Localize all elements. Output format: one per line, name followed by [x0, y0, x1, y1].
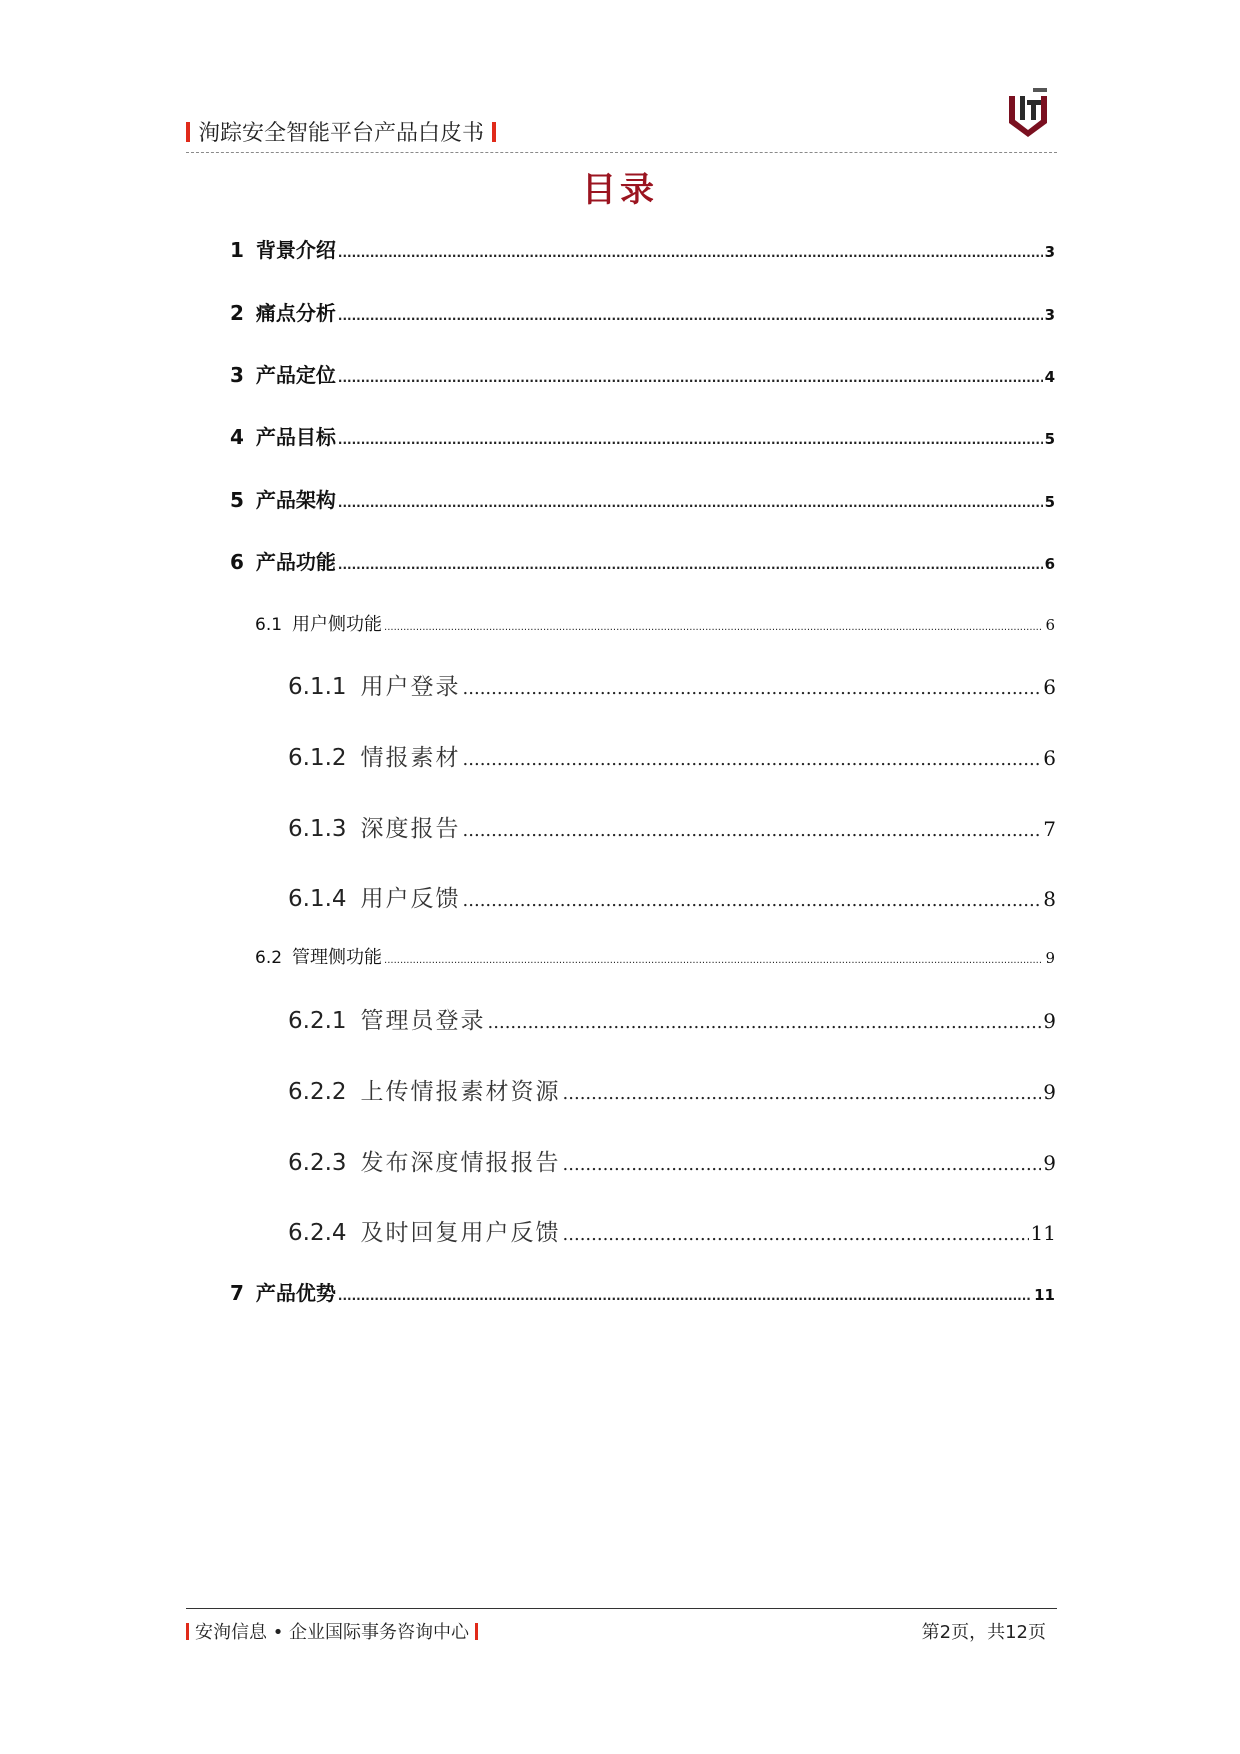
accent-bar-left — [186, 122, 190, 142]
toc-entry-label: 深度报告 — [360, 816, 461, 842]
toc-entry-page: 6 — [1043, 675, 1056, 699]
accent-bar-right — [492, 122, 496, 142]
toc-entry-number: 4 — [230, 425, 244, 449]
toc-entry-number: 3 — [230, 363, 244, 387]
toc-entry-number: 1 — [230, 238, 244, 262]
toc-dot-leader — [463, 820, 1042, 841]
toc-entry-label: 用户登录 — [360, 674, 461, 700]
toc-dot-leader — [338, 558, 1043, 572]
toc-entry[interactable] — [288, 810, 1056, 843]
toc-entry-page: 8 — [1043, 887, 1056, 911]
toc-entry-label: 情报素材 — [360, 745, 461, 771]
toc-entry-label: 产品优势 — [255, 1281, 336, 1305]
toc-entry-number: 6 — [230, 550, 244, 574]
toc-entry-page: 11 — [1030, 1221, 1056, 1245]
toc-entry-number: 6.1 — [255, 615, 283, 635]
toc-entry-page: 5 — [1044, 493, 1055, 511]
toc-entry-page: 6 — [1044, 555, 1055, 573]
toc-entry-number: 6.2 — [255, 948, 283, 968]
toc-entry-label: 用户侧功能 — [292, 614, 383, 635]
toc-dot-leader — [463, 749, 1042, 770]
toc-entry-label: 及时回复用户反馈 — [360, 1220, 561, 1246]
toc-entry-page: 9 — [1043, 1009, 1056, 1033]
toc-entry-number: 6.1.4 — [288, 886, 347, 912]
toc-entry[interactable] — [230, 297, 1055, 326]
toc-entry-number: 6.2.4 — [288, 1220, 347, 1246]
toc-entry[interactable] — [230, 546, 1055, 575]
toc-entry[interactable] — [255, 610, 1055, 636]
toc-entry[interactable] — [288, 880, 1056, 913]
brand-logo-icon — [1005, 86, 1051, 138]
toc-entry-number: 2 — [230, 301, 244, 325]
toc-entry[interactable] — [230, 484, 1055, 513]
toc-entry-label: 产品架构 — [255, 488, 336, 512]
toc-dot-leader — [384, 955, 1043, 966]
toc-entry-page: 11 — [1034, 1286, 1055, 1304]
toc-entry-page: 3 — [1044, 306, 1055, 324]
toc-dot-leader — [338, 309, 1043, 323]
toc-entry-page: 9 — [1045, 949, 1055, 967]
toc-entry-label: 痛点分析 — [255, 301, 336, 325]
toc-dot-leader — [338, 496, 1043, 510]
toc-entry[interactable] — [288, 1073, 1056, 1106]
toc-entry-label: 背景介绍 — [255, 238, 336, 262]
toc-entry[interactable] — [230, 359, 1055, 388]
toc-entry-label: 管理侧功能 — [292, 947, 383, 968]
document-title: 洵踪安全智能平台产品白皮书 — [198, 121, 485, 146]
toc-entry-page: 9 — [1043, 1151, 1056, 1175]
toc-entry-label: 管理员登录 — [360, 1008, 486, 1034]
accent-bar-left — [186, 1623, 189, 1640]
toc-entry[interactable] — [230, 421, 1055, 450]
toc-entry-page: 3 — [1044, 243, 1055, 261]
toc-entry[interactable] — [288, 1002, 1056, 1035]
toc-entry-number: 7 — [230, 1281, 244, 1305]
toc-entry[interactable] — [288, 1144, 1056, 1177]
toc-entry[interactable] — [230, 1277, 1055, 1306]
toc-entry-page: 4 — [1044, 368, 1055, 386]
toc-dot-leader — [384, 622, 1043, 633]
toc-dot-leader — [563, 1154, 1042, 1175]
toc-entry[interactable] — [288, 1214, 1056, 1247]
toc-entry-number: 6.1.3 — [288, 816, 347, 842]
page-number: 第2页，共12页 — [921, 1622, 1046, 1643]
toc-entry-page: 6 — [1043, 746, 1056, 770]
toc-entry-label: 产品定位 — [255, 363, 336, 387]
toc-dot-leader — [338, 246, 1043, 260]
toc-entry-page: 9 — [1043, 1080, 1056, 1104]
toc-entry-label: 用户反馈 — [360, 886, 461, 912]
toc-entry-label: 产品目标 — [255, 425, 336, 449]
toc-dot-leader — [463, 890, 1042, 911]
toc-entry-page: 7 — [1043, 817, 1056, 841]
toc-entry-label: 发布深度情报报告 — [360, 1150, 561, 1176]
toc-dot-leader — [338, 1289, 1032, 1303]
footer-organization — [186, 1618, 478, 1644]
toc-entry-number: 6.1.2 — [288, 745, 347, 771]
toc-dot-leader — [338, 371, 1043, 385]
toc-entry-number: 5 — [230, 488, 244, 512]
toc-dot-leader — [563, 1224, 1029, 1245]
toc-entry[interactable] — [288, 668, 1056, 701]
toc-entry-number: 6.1.1 — [288, 674, 347, 700]
toc-entry-label: 上传情报素材资源 — [360, 1079, 561, 1105]
accent-bar-right — [475, 1623, 478, 1640]
toc-title: 目录 — [582, 170, 658, 210]
toc-entry[interactable] — [288, 739, 1056, 772]
toc-entry-number: 6.2.2 — [288, 1079, 347, 1105]
toc-dot-leader — [338, 433, 1043, 447]
document-header — [186, 116, 496, 147]
toc-dot-leader — [463, 678, 1042, 699]
toc-entry-number: 6.2.1 — [288, 1008, 347, 1034]
toc-entry-page: 5 — [1044, 430, 1055, 448]
footer-divider — [186, 1608, 1057, 1609]
toc-entry[interactable] — [255, 943, 1055, 969]
toc-entry-label: 产品功能 — [255, 550, 336, 574]
toc-entry-page: 6 — [1045, 616, 1055, 634]
toc-dot-leader — [563, 1083, 1042, 1104]
toc-entry-number: 6.2.3 — [288, 1150, 347, 1176]
footer-org-text: 安洵信息 • 企业国际事务咨询中心 — [195, 1622, 470, 1643]
header-divider — [186, 152, 1057, 153]
toc-dot-leader — [488, 1012, 1042, 1033]
toc-entry[interactable] — [230, 234, 1055, 263]
